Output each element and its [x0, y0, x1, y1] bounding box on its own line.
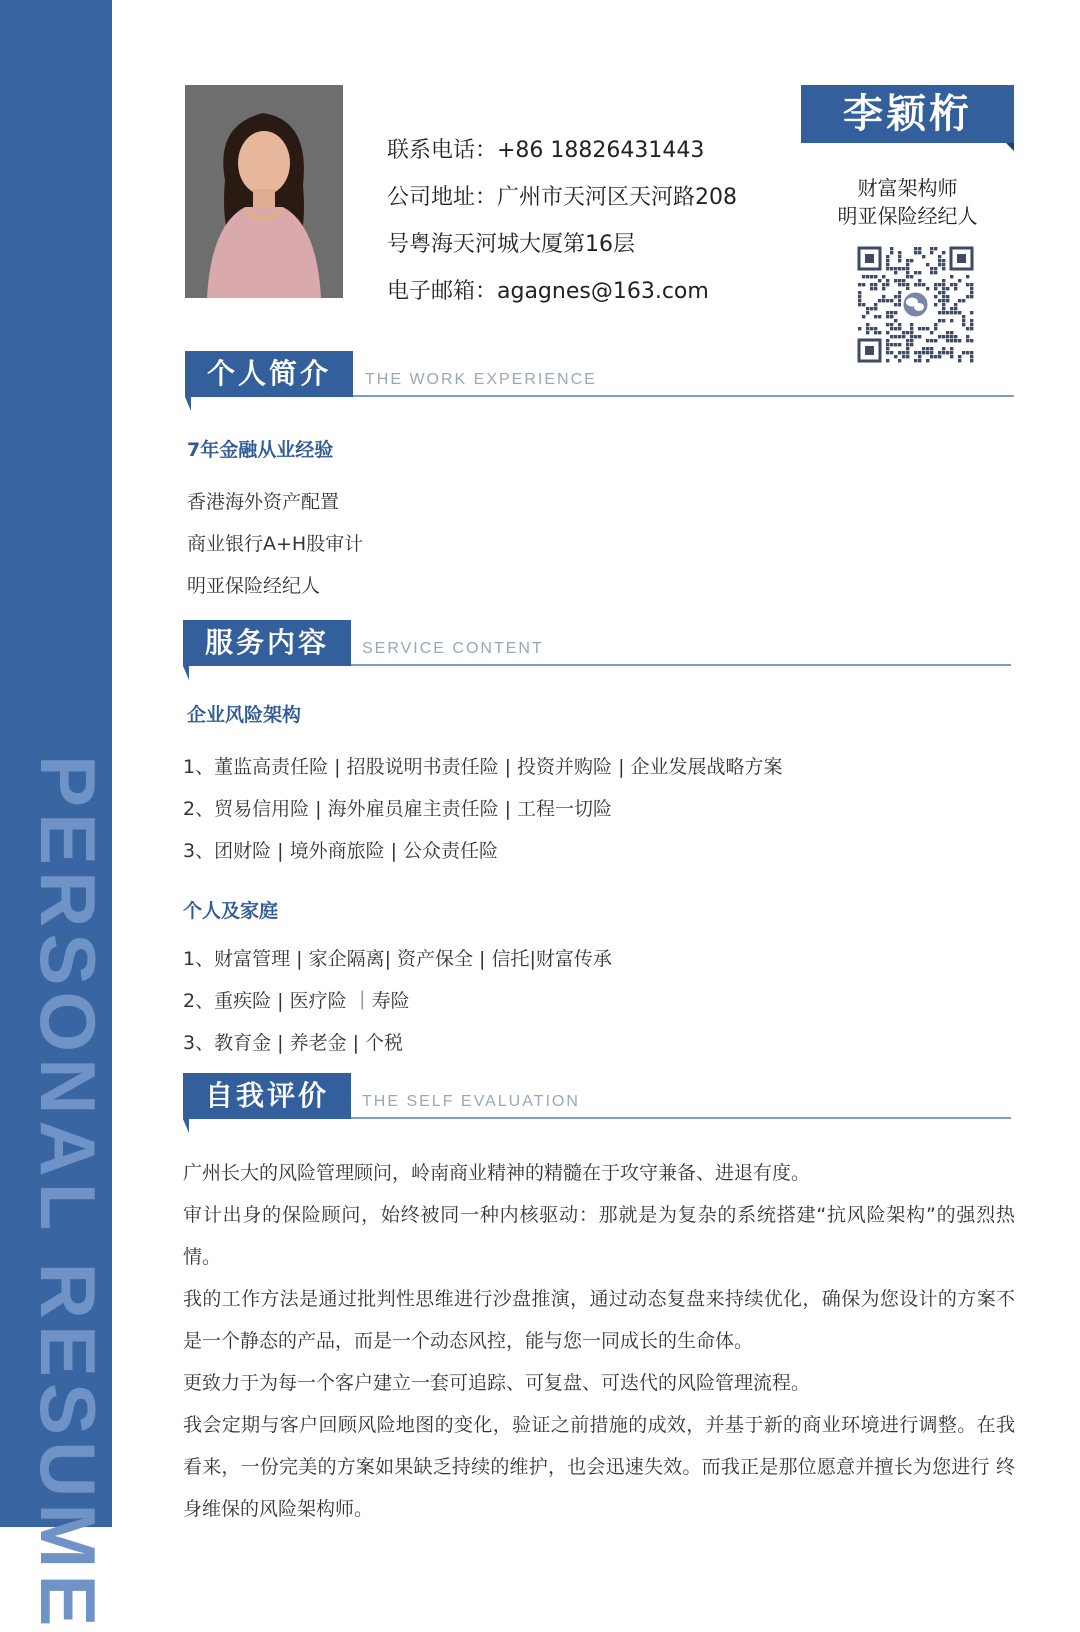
- name-banner-tail: [1006, 143, 1014, 151]
- section-rule: [351, 664, 1011, 666]
- contact-address-line2: 号粤海天河城大厦第16层: [387, 232, 635, 257]
- family-item: 1、财富管理 | 家企隔离| 资产保全 | 信托|财富传承: [183, 948, 612, 970]
- evaluation-paragraph: 我的工作方法是通过批判性思维进行沙盘推演，通过动态复盘来持续优化，确保为您设计的方案不是一个静态的产品，而是一个动态风控，能与您一同成长的生命体。: [183, 1288, 1015, 1352]
- family-heading: 个人及家庭: [183, 900, 279, 922]
- evaluation-paragraph: 审计出身的保险顾问，始终被同一种内核驱动：那就是为复杂的系统搭建“抗风险架构”的强烈热情。: [183, 1204, 1015, 1268]
- section-header-tail: [183, 666, 189, 680]
- enterprise-item: 3、团财险 | 境外商旅险 | 公众责任险: [183, 840, 499, 862]
- sidebar-vertical-text: PERSONAL RESUME: [24, 755, 112, 1632]
- section-header-tail: [185, 397, 191, 411]
- section-rule: [353, 395, 1014, 397]
- sidebar: [0, 0, 112, 1632]
- enterprise-item: 2、贸易信用险 | 海外雇员雇主责任险 | 工程一切险: [183, 798, 613, 820]
- section-rule: [351, 1117, 1011, 1119]
- section-subtitle-service: SERVICE CONTENT: [362, 640, 544, 657]
- section-header-evaluation: 自我评价: [183, 1073, 351, 1119]
- job-title: 财富架构师: [857, 176, 958, 200]
- intro-item: 商业银行A+H股审计: [187, 533, 364, 555]
- section-header-tail: [183, 1119, 189, 1133]
- evaluation-paragraph: 更致力于为每一个客户建立一套可追踪、可复盘、可迭代的风险管理流程。: [183, 1372, 811, 1394]
- evaluation-paragraph: 广州长大的风险管理顾问，岭南商业精神的精髓在于攻守兼备、进退有度。: [183, 1162, 811, 1184]
- wechat-qr-code: [856, 245, 975, 364]
- intro-heading: 7年金融从业经验: [187, 439, 334, 461]
- name-banner: 李颖桁: [801, 85, 1014, 143]
- profile-photo: [185, 85, 343, 298]
- family-item: 3、教育金 | 养老金 | 个税: [183, 1032, 404, 1054]
- family-item: 2、重疾险 | 医疗险 ｜寿险: [183, 990, 410, 1012]
- intro-item: 香港海外资产配置: [187, 491, 340, 513]
- section-header-intro: 个人简介: [185, 351, 353, 397]
- contact-address-line1: 公司地址：广州市天河区天河路208: [387, 185, 737, 210]
- section-subtitle-evaluation: THE SELF EVALUATION: [362, 1093, 580, 1110]
- section-header-service: 服务内容: [183, 620, 351, 666]
- enterprise-item: 1、董监高责任险 | 招股说明书责任险 | 投资并购险 | 企业发展战略方案: [183, 756, 783, 778]
- contact-email: 电子邮箱：agagnes@163.com: [387, 279, 709, 304]
- company-title: 明亚保险经纪人: [837, 204, 978, 228]
- intro-item: 明亚保险经纪人: [187, 575, 321, 597]
- section-subtitle-intro: THE WORK EXPERIENCE: [365, 371, 597, 388]
- enterprise-heading: 企业风险架构: [187, 704, 302, 726]
- evaluation-paragraph: 我会定期与客户回顾风险地图的变化，验证之前措施的成效，并基于新的商业环境进行调整。在我看来，一份完美的方案如果缺乏持续的维护，也会迅速失效。而我正是那位愿意并擅长为您进行 终身维保的风险架构师。: [183, 1414, 1015, 1520]
- evaluation-text: [183, 1152, 1015, 1530]
- contact-phone: 联系电话：+86 18826431443: [387, 138, 705, 163]
